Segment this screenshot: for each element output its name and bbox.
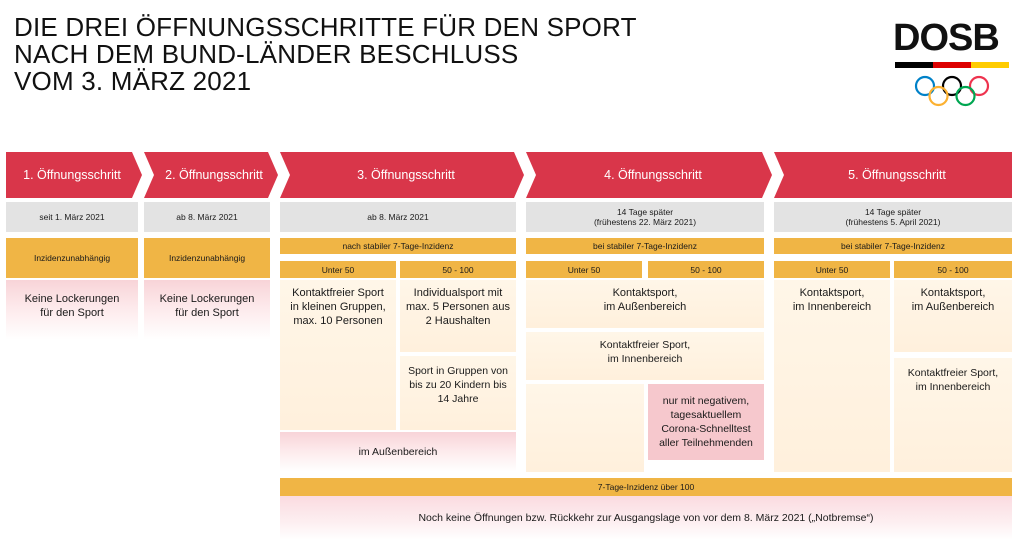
- step-5-condition: bei stabiler 7-Tage-Inzidenz: [774, 238, 1012, 254]
- step-5-col-a-rule: Kontaktsport, im Innenbereich: [774, 280, 890, 472]
- step-1-condition: Inzidenzunabhängig: [6, 238, 138, 278]
- step-3-col-b-header: 50 - 100: [400, 261, 516, 278]
- step-5-col-b-header: 50 - 100: [894, 261, 1012, 278]
- step-4-condition: bei stabiler 7-Tage-Inzidenz: [526, 238, 764, 254]
- step-1-date: seit 1. März 2021: [6, 202, 138, 232]
- step-4-label: 4. Öffnungsschritt: [604, 168, 702, 182]
- title-line-2: NACH DEM BUND-LÄNDER BESCHLUSS: [14, 39, 519, 69]
- dosb-logo: [893, 18, 1011, 114]
- step-5-col-a-header: Unter 50: [774, 261, 890, 278]
- step-2-rule: Keine Lockerungen für den Sport: [144, 280, 270, 340]
- step-3-date: ab 8. März 2021: [280, 202, 516, 232]
- step-1-rule: Keine Lockerungen für den Sport: [6, 280, 138, 340]
- step-3-col-a-header: Unter 50: [280, 261, 396, 278]
- logo-bar-red: [933, 62, 971, 68]
- bottom-rule: Noch keine Öffnungen bzw. Rückkehr zur Ausgangslage von vor dem 8. März 2021 („Notbremse“): [280, 496, 1012, 540]
- step-2-date: ab 8. März 2021: [144, 202, 270, 232]
- title-line-1: DIE DREI ÖFFNUNGSSCHRITTE FÜR DEN SPORT: [14, 12, 637, 42]
- olympic-rings-icon: [913, 74, 991, 110]
- step-1-label: 1. Öffnungsschritt: [23, 168, 121, 182]
- step-3-col-b-rule: Individualsport mit max. 5 Personen aus 2 Haushalten: [400, 280, 516, 352]
- step-3-footer: im Außenbereich: [280, 432, 516, 472]
- step-3-label: 3. Öffnungsschritt: [357, 168, 455, 182]
- page-title: [14, 14, 637, 95]
- bottom-condition: 7-Tage-Inzidenz über 100: [280, 478, 1012, 496]
- step-4-date: 14 Tage später (frühestens 22. März 2021): [526, 202, 764, 232]
- logo-bar-gold: [971, 62, 1009, 68]
- step-5-date: 14 Tage später (frühestens 5. April 2021): [774, 202, 1012, 232]
- step-5-label: 5. Öffnungsschritt: [848, 168, 946, 182]
- step-4-rule-1: Kontaktsport, im Außenbereich: [526, 280, 764, 328]
- logo-text: DOSB: [893, 17, 999, 59]
- step-2-condition: Inzidenzunabhängig: [144, 238, 270, 278]
- step-4-filler: [526, 384, 644, 472]
- step-3-col-b-rule-2: Sport in Gruppen von bis zu 20 Kindern bis 14 Jahre: [400, 356, 516, 430]
- step-4-note: nur mit negativem, tagesaktuellem Corona-Schnelltest aller Teilnehmenden: [648, 384, 764, 460]
- step-5-col-b-rule-2: Kontaktfreier Sport, im Innenbereich: [894, 358, 1012, 472]
- logo-color-bars: [895, 62, 1009, 68]
- step-2-label: 2. Öffnungsschritt: [165, 168, 263, 182]
- step-3-col-a-rule: Kontaktfreier Sport in kleinen Gruppen, max. 10 Personen: [280, 280, 396, 430]
- step-4-col-a-header: Unter 50: [526, 261, 642, 278]
- step-3-condition: nach stabiler 7-Tage-Inzidenz: [280, 238, 516, 254]
- step-5-col-b-rule: Kontaktsport, im Außenbereich: [894, 280, 1012, 352]
- step-4-rule-2: Kontaktfreier Sport, im Innenbereich: [526, 332, 764, 380]
- logo-bar-black: [895, 62, 933, 68]
- title-line-3: VOM 3. MÄRZ 2021: [14, 66, 252, 96]
- step-4-col-b-header: 50 - 100: [648, 261, 764, 278]
